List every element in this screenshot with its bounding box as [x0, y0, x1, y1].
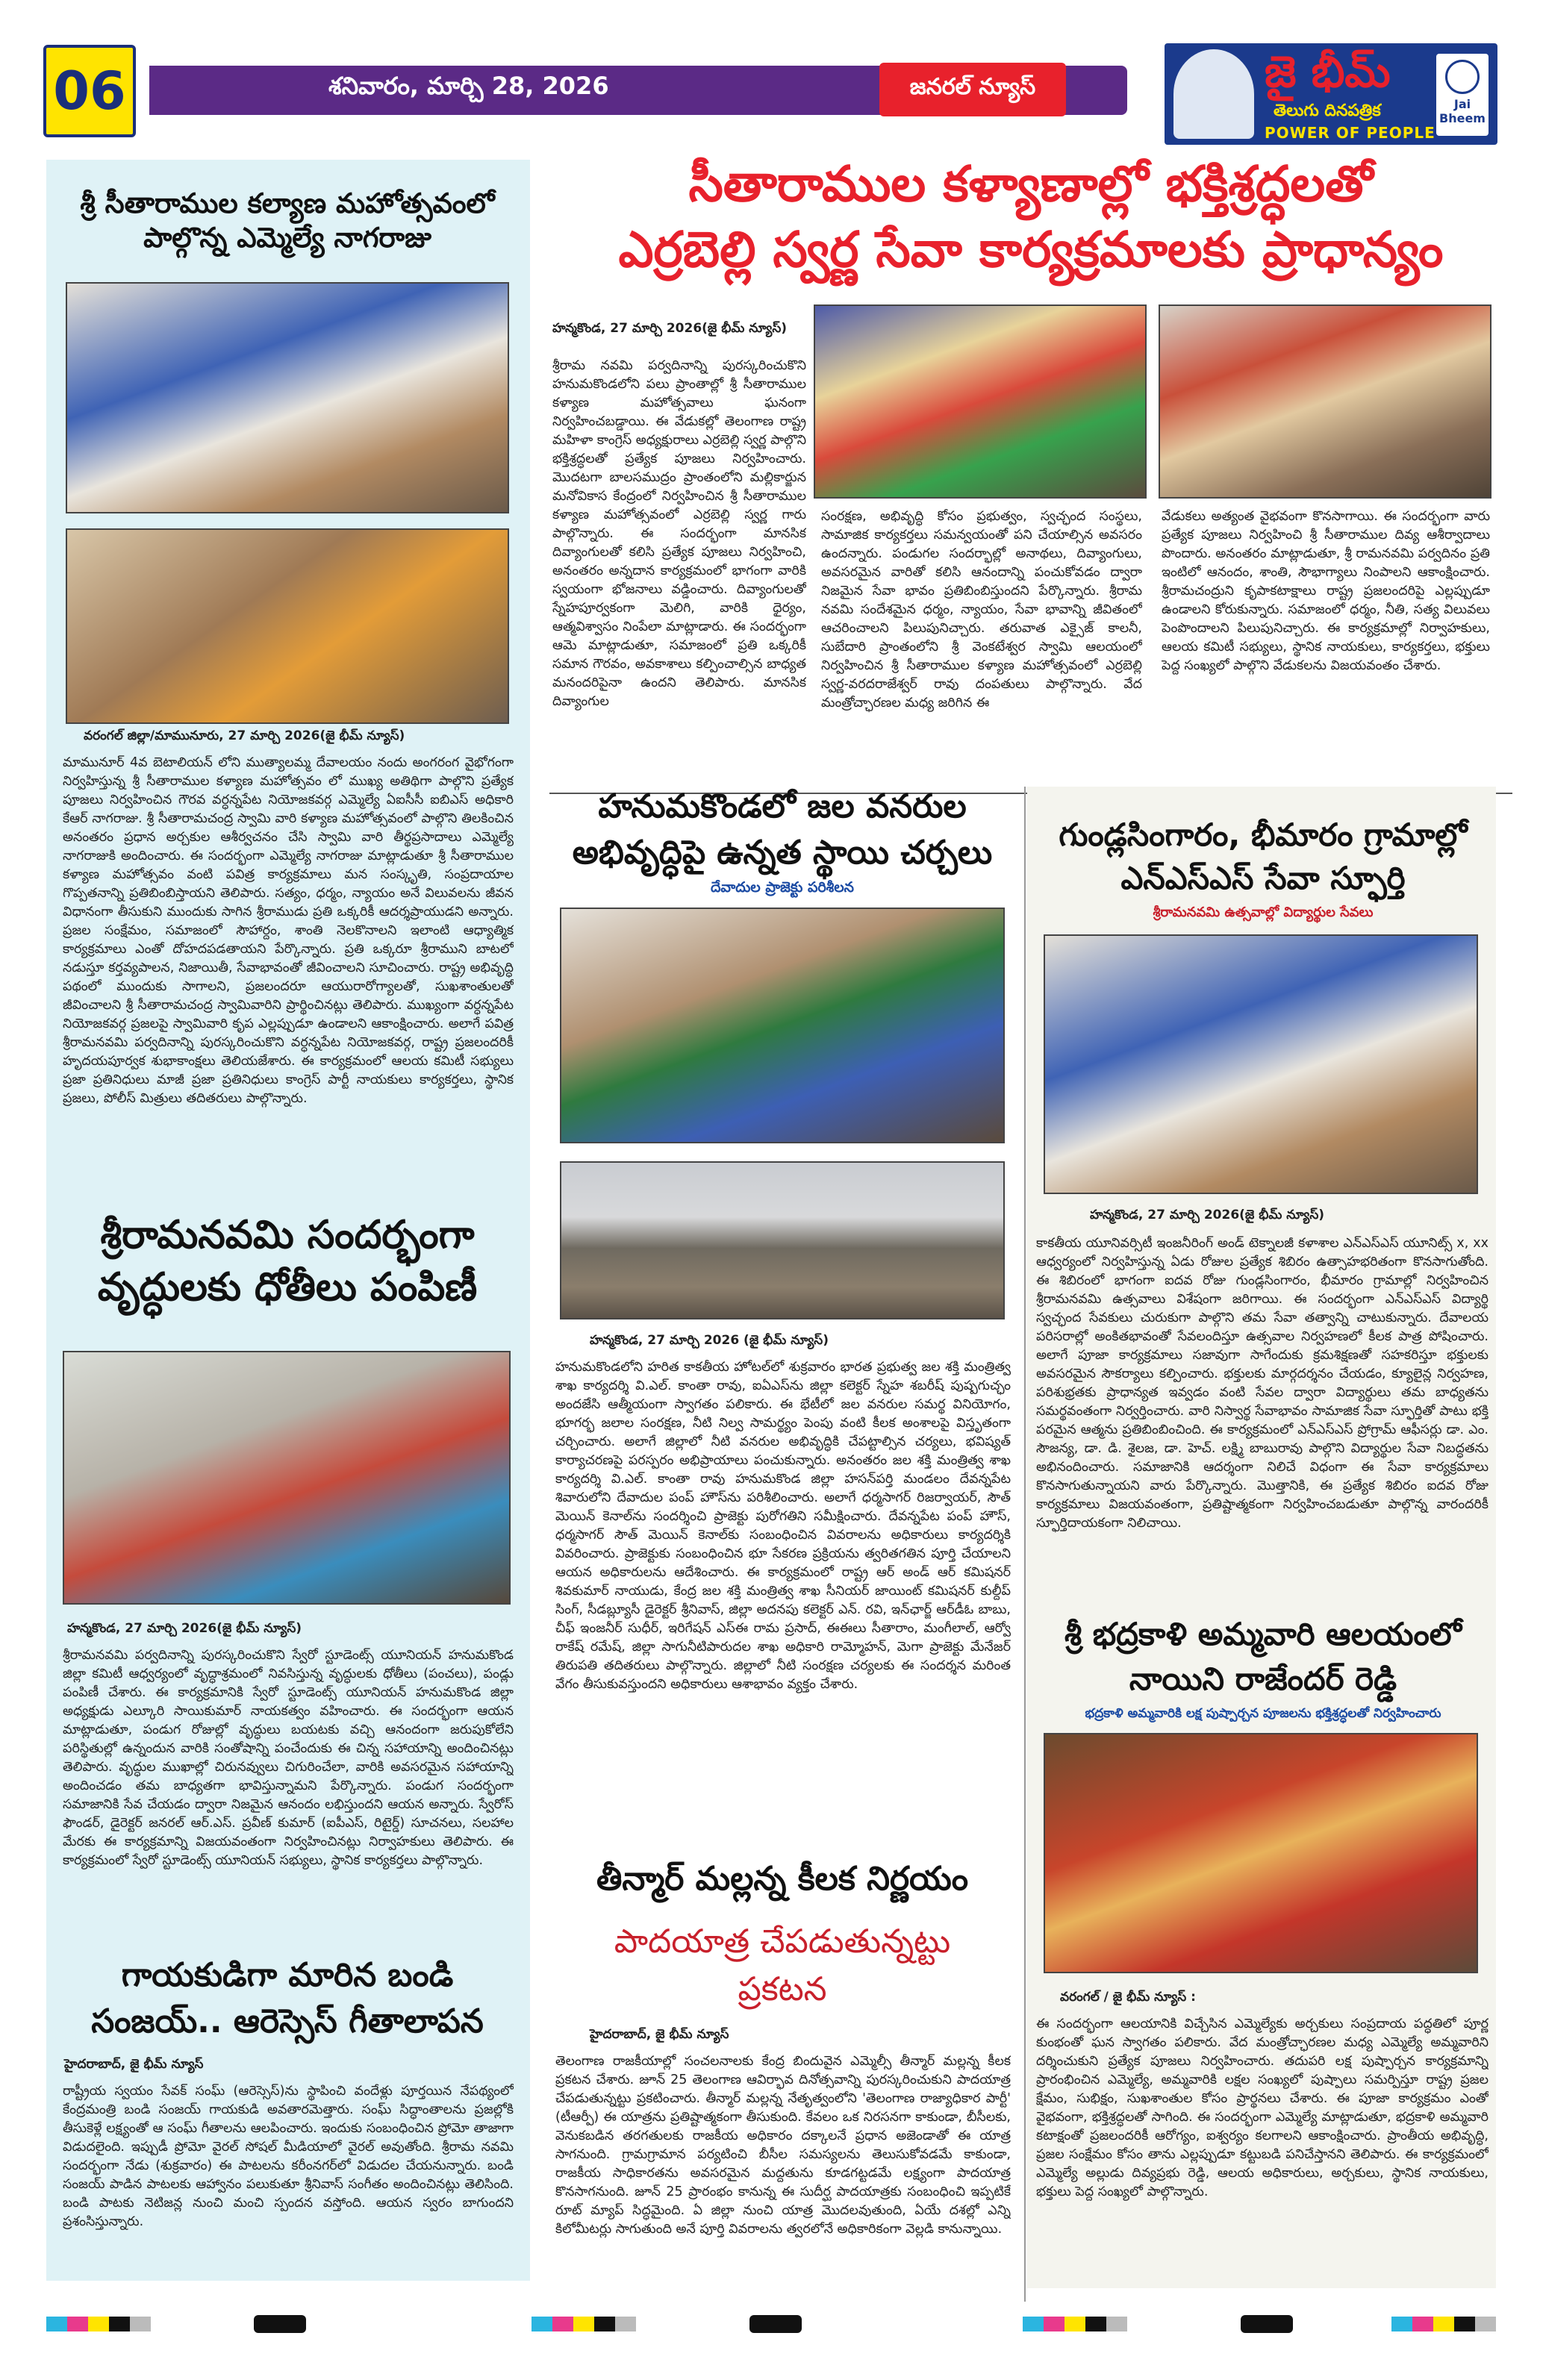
dateline: హన్మకొండ, 27 మార్చి 2026(జై భీమ్ న్యూస్) [1090, 1208, 1325, 1222]
dateline: హన్మకొండ, 27 మార్చి 2026(జై భీమ్ న్యూస్) [552, 321, 788, 336]
story-headline: గాయకుడిగా మారిన బండి సంజయ్.. ఆరెస్సెస్ గీతాలాపన [91, 1956, 484, 2040]
lead-headline: సీతారాముల కళ్యాణాల్లో భక్తిశ్రద్ధలతో [688, 155, 1374, 213]
story-headline: హనుమకొండలో జల వనరుల అభివృద్ధిపై ఉన్నత స్థాయి చర్చలు [572, 787, 993, 872]
lead-headline: ఎర్రబెల్లి స్వర్ణ సేవా కార్యక్రమాలకు ప్రాధాన్యం [618, 221, 1444, 278]
story-subhead: పాదయాత్ర చేపడుతున్నట్టు ప్రకటన [614, 1923, 951, 2008]
news-photo [1159, 304, 1491, 499]
article-body: హనుమకొండలోని హరిత కాకతీయ హోటల్‌లో శుక్రవారం భారత ప్రభుత్వ జల శక్తి మంత్రిత్వ శాఖ కార్యదర్శి వి.ఎల్. కాంతా రావు, ఐఏఎస్‌ను జిల్లా కలెక్టర్ స్నేహ శబరీష్ పుష్పగుచ్ఛం అందజేసి ఆత్మీయంగా స్వాగతం పలికారు. ఈ భేటీలో జల వనరుల సమర్థ వినియోగం, భూగర్భ జలాల సంరక్షణ, నీటి నిల్వ సామర్థ్యం పెంపు వంటి కీలక అంశాలపై విస్తృతంగా చర్చించారు. అలాగే జిల్లాలో నీటి వనరుల అభివృద్ధికి చేపట్టాల్సిన చర్యలు, భవిష్యత్ కార్యాచరణపై పరస్పరం అభిప్రాయాలు పంచుకున్నారు. అనంతరం జల శక్తి మంత్రిత్వ శాఖ కార్యదర్శి వి.ఎల్. కాంతా రావు హనుమకొండ జిల్లా హసన్‌పర్తి మండలం దేవన్నపేట శివారులోని దేవాదుల పంప్ హౌస్‌ను పరిశీలించారు. అలాగే ధర్మసాగర్ రిజర్వాయర్, సౌత్ మెయిన్ కెనాల్‌ను సందర్శించి ప్రాజెక్టు పురోగతిని సమీక్షించారు. దేవన్నపేట పంప్ హౌస్, ధర్మసాగర్ సౌత్ మెయిన్ కెనాల్‌కు సంబంధించిన వివరాలను అధికారులు కార్యదర్శికి వివరించారు. ప్రాజెక్టుకు సంబంధించిన భూ సేకరణ ప్రక్రియను త్వరితగతిన పూర్తి చేయాలని ఆయన అధికారులను ఆదేశించారు. ఈ కార్యక్రమంలో రాష్ట్ర ఆర్ అండ్ ఆర్ కమిషనర్ శివకుమార్ నాయుడు, కేంద్ర జల శక్తి మంత్రిత్వ శాఖ సీనియర్ జాయింట్ కమిషనర్ కుల్దీప్ సింగ్, సీడబ్ల్యూసీ డైరెక్టర్ శ్రీనివాస్, జిల్లా అదనపు కలెక్టర్ ఎన్. రవి, ఇన్‌ఛార్జ్ ఆర్‌డీఓ బాబు, చీఫ్ ఇంజనీర్ సుధీర్, ఇరిగేషన్ ఎస్‌ఈ రామ ప్రసాద్, ఈఈలు సీతారాం, మంగీలాల్, ఆర్వో రాకేష్ రమేష్, జిల్లా సాగునీటిపారుదల శాఖ అధికారి రామ్మోహన్, మెగా ప్రాజెక్టు మేనేజర్ తిరుపతి తదితరులు పాల్గొన్నారు. జిల్లాలో నీటి సంరక్షణ చర్యలకు ఈ సందర్శన మరింత వేగం తీసుకువస్తుందని అధికారులు ఆశాభావం వ్యక్తం చేశారు. [555, 1360, 1011, 1692]
story-headline: శ్రీరామనవమి సందర్భంగా వృద్ధులకు ధోతీలు పంపిణీ [97, 1213, 478, 1310]
article-body: తెలంగాణ రాజకీయాల్లో సంచలనాలకు కేంద్ర బిందువైన ఎమ్మెల్సీ తీన్మార్ మల్లన్న కీలక ప్రకటన చేశారు. జూన్ 25 తెలంగాణ ఆవిర్భావ దినోత్సవాన్ని పురస్కరించుకుని పాదయాత్ర చేపడుతున్నట్టు ప్రకటించారు. తీన్మార్ మల్లన్న నేతృత్వంలోని 'తెలంగాణ రాజ్యాధికార పార్టీ' (టీఆర్పీ) ఈ యాత్రను ప్రతిష్టాత్మకంగా తీసుకుంది. కేవలం ఒక నిరసనగా కాకుండా, బీసీలకు, వెనుకబడిన తరగతులకు రాజకీయ అధికారం దక్కాలనే ప్రధాన అజెండాతో ఈ యాత్ర సాగనుంది. గ్రామగ్రామాన పర్యటించి బీసీల సమస్యలను తెలుసుకోవడమే కాకుండా, రాజకీయ సాధికారతను అవసరమైన మద్దతును కూడగట్టడమే లక్ష్యంగా పాదయాత్ర కొనసాగనుంది. జూన్ 25 ప్రారంభం కానున్న ఈ సుదీర్ఘ పాదయాత్రకు సంబంధించి ఇప్పటికే రూట్ మ్యాప్ సిద్ధమైంది. ఏ జిల్లా నుంచి యాత్ర మొదలవుతుంది, ఏయే దశల్లో ఎన్ని కిలోమీటర్లు సాగుతుంది అనే పూర్తి వివరాలను త్వరలోనే అధికారికంగా వెల్లడి కానున్నాయి. [555, 2054, 1011, 2237]
article-body: రాష్ట్రీయ స్వయం సేవక్ సంఘ్ (ఆరెస్సెస్)ను స్థాపించి వందేళ్లు పూర్తయిన నేపథ్యంలో కేంద్రమంత్రి బండి సంజయ్ గాయకుడి అవతారమెత్తారు. సంఘ్ సిద్ధాంతాలను ప్రజల్లోకి తీసుకెళ్లే లక్ష్యంతో ఆ సంఘ్ గీతాలను ఆలపించారు. ఇందుకు సంబంధించిన ప్రోమో తాజాగా విడుదలైంది. ఇప్పుడీ ప్రోమో వైరల్ సోషల్ మీడియాలో వైరల్ అవుతోంది. శ్రీరామ నవమి సందర్భంగా నేడు (శుక్రవారం) ఈ పాటలను కరీంనగర్‌లో విడుదల చేయనున్నారు. బండి సంజయ్ పాడిన పాటలకు ఆహ్వానం పలుకుతూ శ్రీనివాస్ సంగీతం అందించినట్లు తెలిసింది. బండి పాటకు నెటిజన్ల నుంచి మంచి స్పందన వస్తోంది. ఆయన స్వరం బాగుందని ప్రశంసిస్తున్నారు. [63, 2084, 514, 2229]
registration-mark [254, 2315, 306, 2333]
article-body: శ్రీరామ నవమి పర్వదినాన్ని పురస్కరించుకొని హనుమకొండలోని పలు ప్రాంతాల్లో శ్రీ సీతారాముల కళ్యాణ మహోత్సవాలు ఘనంగా నిర్వహించబడ్డాయి. ఈ వేడుకల్లో తెలంగాణ రాష్ట్ర మహిళా కాంగ్రెస్ అధ్యక్షురాలు ఎర్రబెల్లి స్వర్ణ పాల్గొని భక్తిశ్రద్ధలతో ప్రత్యేక పూజలు నిర్వహించారు. మొదటగా బాలసముద్రం ప్రాంతంలోని మల్లికార్జున మనోవికాస కేంద్రంలో నిర్వహించిన శ్రీ సీతారాముల కళ్యాణ మహోత్సవంలో ఎర్రబెల్లి స్వర్ణ గారు పాల్గొన్నారు. ఈ సందర్భంగా మానసిక దివ్యాంగులతో కలిసి ప్రత్యేక పూజలు నిర్వహించి, అనంతరం అన్నదాన కార్యక్రమంలో భాగంగా వారికి స్వయంగా భోజనాలు వడ్డించారు. దివ్యాంగులతో స్నేహపూర్వకంగా మెలిగి, వారికి ధైర్యం, ఆత్మవిశ్వాసం నింపేలా మాట్లాడారు. ఈ సందర్భంగా ఆమె మాట్లాడుతూ, సమాజంలో ప్రతి ఒక్కరికీ సమాన గౌరవం, అవకాశాలు కల్పించాల్సిన బాధ్యత మనందరిపైనా ఉందని తెలిపారు. మానసిక దివ్యాంగుల [552, 358, 806, 709]
article-body: సంరక్షణ, అభివృద్ధి కోసం ప్రభుత్వం, స్వచ్ఛంద సంస్థలు, సామాజిక కార్యకర్తలు సమన్వయంతో పని చేయాల్సిన అవసరం ఉందన్నారు. పండుగల సందర్భాల్లో అనాథలు, దివ్యాంగులు, అవసరమైన వారితో కలిసి ఆనందాన్ని పంచుకోవడం ద్వారా నిజమైన సేవా భావం ప్రతిబింబిస్తుందని పేర్కొన్నారు. శ్రీరామ నవమి సందేశమైన ధర్మం, న్యాయం, సేవా భావాన్ని జీవితంలో ఆచరించాలని పిలుపునిచ్చారు. తరువాత ఎక్సైజ్ కాలనీ, సుబేదారి ప్రాంతంలోని శ్రీ వెంకటేశ్వర స్వామి ఆలయంలో నిర్వహించిన శ్రీ సీతారాముల కళ్యాణ మహోత్సవంలో ఎర్రబెల్లి స్వర్ణ-వరదరాజేశ్వర్ రావు దంపతులు పాల్గొన్నారు. వేద మంత్రోచ్ఛారణల మధ్య జరిగిన ఈ [821, 509, 1142, 710]
article-body: ఈ సందర్భంగా ఆలయానికి విచ్చేసిన ఎమ్మెల్యేకు అర్చకులు సంప్రదాయ పద్ధతిలో పూర్ణ కుంభంతో ఘన స్వాగతం పలికారు. వేద మంత్రోచ్ఛారణల మధ్య ఎమ్మెల్యే అమ్మవారిని దర్శించుకుని ప్రత్యేక పూజలు నిర్వహించారు. తదుపరి లక్ష పుష్పార్చన కార్యక్రమాన్ని ప్రారంభించిన ఎమ్మెల్యే, అమ్మవారికి లక్షల సంఖ్యలో పుష్పాలు సమర్పిస్తూ రాష్ట్ర ప్రజల క్షేమం, సుభిక్షం, సుఖశాంతుల కోసం ప్రార్థనలు చేశారు. ఈ పూజా కార్యక్రమం ఎంతో వైభవంగా, భక్తిశ్రద్ధలతో సాగింది. ఈ సందర్భంగా ఎమ్మెల్యే మాట్లాడుతూ, భద్రకాళి అమ్మవారి కటాక్షంతో ప్రజలందరికీ ఆరోగ్యం, ఐశ్వర్యం కలగాలని ఆకాంక్షించారు. ప్రాంతీయ అభివృద్ధి, ప్రజల సంక్షేమం కోసం తాను ఎల్లప్పుడూ కట్టుబడి పనిచేస్తానని తెలిపారు. ఈ కార్యక్రమంలో ఎమ్మెల్యే అల్లుడు దివ్యప్రభు రెడ్డి, ఆలయ అధికారులు, అర్చకులు, స్థానిక నాయకులు, భక్తులు పెద్ద సంఖ్యలో పాల్గొన్నారు. [1036, 2017, 1489, 2199]
color-registration-bar [532, 2317, 636, 2331]
issue-date: శనివారం, మార్చి 28, 2026 [328, 72, 609, 100]
dateline: హన్మకొండ, 27 మార్చి 2026 (జై భీమ్ న్యూస్) [590, 1333, 829, 1348]
news-photo [560, 908, 1005, 1143]
news-photo [66, 282, 509, 513]
news-photo [814, 304, 1147, 499]
emblem-icon [1445, 60, 1480, 94]
dateline: హైదరాబాద్, జై భీమ్ న్యూస్ [64, 2057, 204, 2072]
masthead-subtitle: తెలుగు దినపత్రిక [1274, 101, 1381, 120]
story-headline: గుండ్లసింగారం, భీమారం గ్రామాల్లో ఎన్ఎస్ఎస్ సేవా స్ఫూర్తి [1059, 816, 1468, 896]
news-photo [66, 528, 509, 724]
news-photo [1044, 1733, 1478, 1973]
section-badge: జనరల్ న్యూస్ [879, 63, 1066, 116]
masthead-title: జై భీమ్ [1265, 46, 1391, 97]
column-rule [1024, 787, 1026, 2302]
registration-mark [1241, 2315, 1293, 2333]
dateline: వరంగల్ / జై భీమ్ న్యూస్ : [1060, 1990, 1196, 2005]
dateline: హైదరాబాద్, జై భీమ్ న్యూస్ [590, 2027, 729, 2042]
page-number: 06 [43, 45, 136, 137]
article-body: మామునూర్ 4వ బెటాలియన్ లోని ముత్యాలమ్మ దేవాలయం నందు అంగరంగ వైభోగంగా నిర్వహిస్తున్న శ్రీ సీతారాముల కళ్యాణ మహోత్సవం లో ముఖ్య అతిథిగా పాల్గొని ప్రత్యేక పూజలు నిర్వహించిన గౌరవ వర్ధన్నపేట నియోజకవర్గ ఎమ్మెల్యే ఏఐసీసీ ఐబిఎస్ అధికారి కేఆర్ నాగరాజు. శ్రీ సీతారామచంద్ర స్వామి వారి కళ్యాణ మహోత్సవంలో పాల్గొని తిలకించిన అనంతరం ప్రధాన అర్చకుల ఆశీర్వచనం చేసి స్వామి వారి తీర్థప్రసాదాలు ఎమ్మెల్యే నాగరాజుకి అందించారు. ఈ సందర్భంగా ఎమ్మెల్యే నాగరాజు మాట్లాడుతూ శ్రీ సీతారాముల కళ్యాణ మహోత్సవం వంటి పవిత్ర కార్యక్రమాలు మన సంస్కృతి, సంప్రదాయాల గొప్పతనాన్ని ప్రతిబింబిస్తాయని తెలిపారు. సత్యం, ధర్మం, న్యాయం అనే విలువలను జీవన విధానంగా తీసుకుని ముందుకు సాగిన శ్రీరాముడు ప్రతి ఒక్కరికీ ఆదర్శప్రాయుడని అన్నారు. ప్రజల సంక్షేమం, సమాజంలో సౌహార్దం, శాంతి నెలకొనాలని ఇలాంటి ఆధ్యాత్మిక కార్యక్రమాలు ఎంతో దోహదపడతాయని పేర్కొన్నారు. ప్రతి ఒక్కరూ శ్రీరాముని బాటలో నడుస్తూ కర్తవ్యపాలన, నిజాయితీ, సేవాభావంతో జీవించాలని సూచించారు. రాష్ట్ర అభివృద్ధి పథంలో ముందుకు సాగాలని, ప్రజలందరూ ఆయురారోగ్యాలతో, సుఖశాంతులతో జీవించాలని శ్రీ సీతారామచంద్ర స్వామివారిని ప్రార్థించినట్లు తెలిపారు. ముఖ్యంగా వర్ధన్నపేట నియోజకవర్గ ప్రజలపై స్వామివారి కృప ఎల్లప్పుడూ ఉండాలని ఆకాంక్షించారు. అలాగే పవిత్ర శ్రీరామనవమి పర్వదినాన్ని పురస్కరించుకొని వర్ధన్నపేట నియోజకవర్గ, రాష్ట్ర ప్రజలందరికీ హృదయపూర్వక శుభాకాంక్షలు తెలియజేశారు. ఈ కార్యక్రమంలో ఆలయ కమిటీ సభ్యులు ప్రజా ప్రతినిధులు మాజీ ప్రజా ప్రతినిధులు కాంగ్రెస్ పార్టీ నాయకులు కార్యకర్తలు, స్థానిక ప్రజలు, పోలీస్ మిత్రులు తదితరులు పాల్గొన్నారు. [63, 755, 514, 1106]
color-registration-bar [1391, 2317, 1496, 2331]
story-subhead: దేవాదుల ప్రాజెక్టు పరిశీలన [710, 879, 855, 896]
masthead-logo-text: Jai Bheem [1439, 97, 1486, 125]
news-photo [63, 1351, 511, 1605]
color-registration-bar [46, 2317, 151, 2331]
story-headline: తీన్మార్ మల్లన్న కీలక నిర్ణయం [596, 1860, 969, 1898]
article-body: కాకతీయ యూనివర్సిటీ ఇంజనీరింగ్ అండ్ టెక్నాలజీ కళాశాల ఎన్ఎస్ఎస్ యూనిట్స్ x, xx ఆధ్వర్యంలో నిర్వహిస్తున్న ఏడు రోజుల ప్రత్యేక శిబిరం ఉత్సాహభరితంగా కొనసాగుతోంది. ఈ శిబిరంలో భాగంగా ఐదవ రోజు గుండ్లసింగారం, భీమారం గ్రామాల్లో నిర్వహించిన శ్రీరామనవమి ఉత్సవాలు విశేషంగా జరిగాయి. ఈ సందర్భంగా ఎన్ఎస్ఎస్ విద్యార్థి స్వచ్ఛంద సేవకులు చురుకుగా పాల్గొని తమ సేవా తత్వాన్ని చాటుకున్నారు. దేవాలయ పరిసరాల్లో అంకితభావంతో సేవలందిస్తూ ఉత్సవాల నిర్వహణలో కీలక పాత్ర పోషించారు. అలాగే పూజా కార్యక్రమాలు సజావుగా సాగేందుకు క్రమశిక్షణతో సహకరిస్తూ భక్తులకు అవసరమైన సౌకర్యాలు కల్పించారు. భక్తులకు మార్గదర్శనం చేయడం, క్యూలైన్ల నిర్వహణ, పరిశుభ్రతకు ప్రాధాన్యత ఇవ్వడం వంటి సేవల ద్వారా విద్యార్థులు తమ బాధ్యతను సమర్థవంతంగా నిర్వర్తించారు. వారి నిస్వార్థ సేవాభావం సామాజిక సేవా స్ఫూర్తితో పాటు భక్తి పరమైన ఆత్మను ప్రతిబింబించింది. ఈ కార్యక్రమంలో ఎన్ఎస్ఎస్ ప్రోగ్రామ్ ఆఫీసర్లు డా. ఎం. సౌజన్య, డా. డి. శైలజ, డా. హెచ్. లక్ష్మి బాబురావు పాల్గొని విద్యార్థుల సేవా నిబద్ధతను అభినందించారు. సమాజానికి ఆదర్శంగా నిలిచే విధంగా ఈ సేవా కార్యక్రమాలు కొనసాగుతున్నాయని వారు పేర్కొన్నారు. మొత్తానికి, ఈ ప్రత్యేక శిబిరం ఐదవ రోజు కార్యక్రమాలు విజయవంతంగా, ప్రతిష్టాత్మకంగా నిర్వహించబడుతూ పాల్గొన్న వారందరికీ స్ఫూర్తిదాయకంగా నిలిచాయి. [1036, 1236, 1489, 1531]
ambedkar-portrait-icon [1173, 49, 1254, 139]
article-body: వేడుకలు అత్యంత వైభవంగా కొనసాగాయి. ఈ సందర్భంగా వారు ప్రత్యేక పూజలు నిర్వహించి శ్రీ సీతారాముల దివ్య ఆశీర్వాదాలు పొందారు. అనంతరం మాట్లాడుతూ, శ్రీ రామనవమి పర్వదినం ప్రతి ఇంటిలో ఆనందం, శాంతి, సౌభాగ్యాలు నింపాలని ఆకాంక్షించారు. శ్రీరామచంద్రుని కృపాకటాక్షాలు రాష్ట్ర ప్రజలందరిపై ఎల్లప్పుడూ ఉండాలని కోరుకున్నారు. సమాజంలో ధర్మం, నీతి, సత్య విలువలు పెంపొందాలని పిలుపునిచ్చారు. ఈ కార్యక్రమాల్లో నిర్వాహకులు, ఆలయ కమిటీ సభ్యులు, స్థానిక నాయకులు, కార్యకర్తలు, భక్తులు పెద్ద సంఖ్యలో పాల్గొని వేడుకలను విజయవంతం చేశారు. [1162, 509, 1490, 673]
registration-mark [749, 2315, 802, 2333]
masthead-logo [1436, 54, 1489, 136]
story-headline: శ్రీ సీతారాముల కల్యాణ మహోత్సవంలో పాల్గొన్న ఎమ్మెల్యే నాగరాజు [80, 187, 495, 254]
story-subhead: భద్రకాళి అమ్మవారికి లక్ష పుష్పార్చన పూజలను భక్తిశ్రద్ధలతో నిర్వహించారు [1085, 1706, 1441, 1721]
story-subhead: శ్రీరామనవమి ఉత్సవాల్లో విద్యార్థుల సేవలు [1153, 905, 1374, 920]
color-registration-bar [1023, 2317, 1127, 2331]
news-photo [1044, 934, 1478, 1194]
news-photo [560, 1161, 1005, 1319]
article-body: శ్రీరామనవమి పర్వదినాన్ని పురస్కరించుకొని స్వేరో స్టూడెంట్స్ యూనియన్ హనుమకొండ జిల్లా కమిటీ ఆధ్వర్యంలో వృద్ధాశ్రమంలో నివసిస్తున్న వృద్ధులకు ధోతీలు (పంచలు), పండ్లు పంపిణీ చేశారు. ఈ కార్యక్రమానికి స్వేరో స్టూడెంట్స్ యూనియన్ హనుమకొండ జిల్లా అధ్యక్షుడు ఎల్కూరి సాయికుమార్ నాయకత్వం వహించారు. ఈ సందర్భంగా ఆయన మాట్లాడుతూ, పండుగ రోజుల్లో వృద్ధులు బయటకు వచ్చి ఆనందంగా జరుపుకోలేని పరిస్థితుల్లో ఉన్నందున వారికి సంతోషాన్ని పంచేందుకు ఈ చిన్న సహాయాన్ని అందించినట్లు తెలిపారు. వృద్ధుల ముఖాల్లో చిరునవ్వులు చిగురించేలా, వారికి అవసరమైన సహాయాన్ని అందించడం తమ బాధ్యతగా భావిస్తున్నామని పేర్కొన్నారు. పండుగ సందర్భంగా సమాజానికి సేవ చేయడం ద్వారా నిజమైన ఆనందం లభిస్తుందని ఆయన అన్నారు. స్వేరోస్ ఫౌండర్, డైరెక్టర్ జనరల్ ఆర్.ఎస్. ప్రవీణ్ కుమార్ (ఐపీఎస్, రిటైర్డ్) సూచనలు, సలహాల మేరకు ఈ కార్యక్రమాన్ని విజయవంతంగా నిర్వహించినట్లు నిర్వాహకులు తెలిపారు. ఈ కార్యక్రమంలో స్వేరో స్టూడెంట్స్ యూనియన్ సభ్యులు, స్థానిక కార్యకర్తలు పాల్గొన్నారు. [63, 1648, 514, 1868]
dateline: హన్మకొండ, 27 మార్చి 2026(జై భీమ్ న్యూస్) [67, 1621, 302, 1636]
story-headline: శ్రీ భద్రకాళి అమ్మవారి ఆలయంలో నాయిని రాజేందర్ రెడ్డి [1064, 1616, 1462, 1697]
masthead-tagline: POWER OF PEOPLE [1265, 124, 1436, 142]
dateline: వరంగల్ జిల్లా/మామునూరు, 27 మార్చి 2026(జై భీమ్ న్యూస్) [84, 728, 405, 743]
